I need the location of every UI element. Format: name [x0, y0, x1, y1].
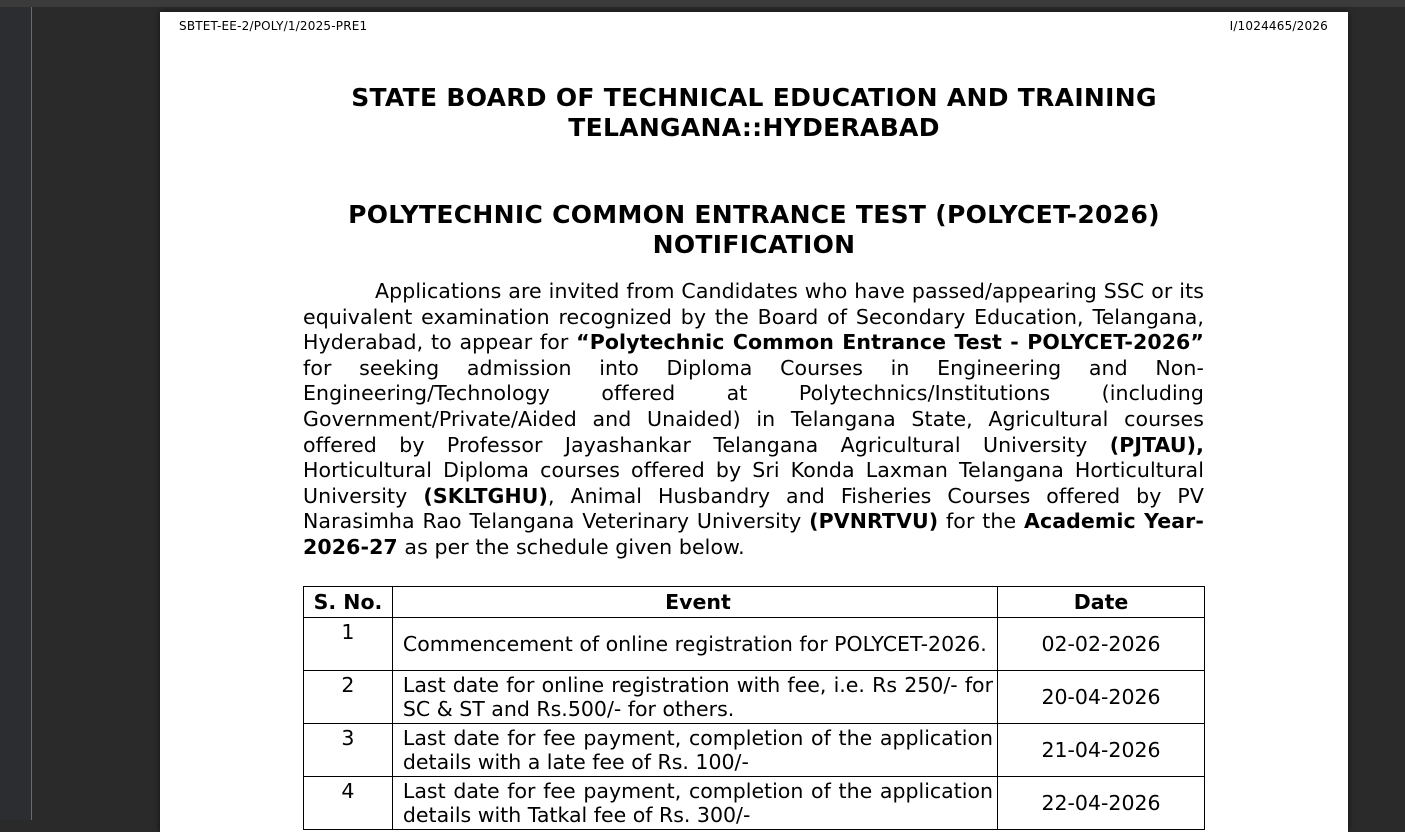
para-text: Applications are invited from Candidates who have passed/appearing SSC or its equivalent examination recognized by the Board of Secondary Education, Telangana, Hyderabad, to appear for [303, 279, 1204, 355]
cell-event: Commencement of online registration for POLYCET-2026. [392, 618, 997, 671]
schedule-table [303, 586, 1205, 830]
board-title-line1: STATE BOARD OF TECHNICAL EDUCATION AND TRAINING [351, 83, 1157, 112]
viewer-sidebar[interactable] [0, 7, 32, 820]
table-header-row [304, 587, 1205, 618]
table-row [304, 777, 1205, 830]
para-text: , Animal Husbandry and Fisheries Courses offered by PV Narasimha Rao Telangana Veterinary University [303, 483, 1205, 534]
cell-date: 02-02-2026 [998, 618, 1205, 671]
para-text: for the [938, 509, 1024, 534]
para-bold-academic-year: Academic Year-2026-27 [303, 509, 1205, 559]
cell-event: Last date for online registration with fee, i.e. Rs 250/- for SC & ST and Rs.500/- for others. [392, 671, 997, 724]
header-sno: S. No. [304, 587, 393, 618]
para-bold-test-name: “Polytechnic Common Entrance Test - POLYCET-2026” [576, 330, 1204, 355]
cell-sno: 2 [304, 671, 393, 724]
cell-sno: 3 [304, 724, 393, 777]
header-date: Date [998, 587, 1205, 618]
pdf-page [160, 12, 1348, 832]
cell-date: 20-04-2026 [998, 671, 1205, 724]
para-text: as per the schedule given below. [397, 534, 745, 559]
cell-sno: 4 [304, 777, 393, 830]
para-bold-pvnrtvu: (PVNRTVU) [809, 509, 939, 534]
table-row [304, 618, 1205, 671]
para-bold-skltghu: (SKLTGHU) [423, 483, 548, 508]
cell-event: Last date for fee payment, completion of the application details with a late fee of Rs. 100/- [392, 724, 997, 777]
notification-paragraph [303, 279, 1204, 561]
table-row [304, 671, 1205, 724]
notification-title [300, 200, 1208, 260]
cell-date: 22-04-2026 [998, 777, 1205, 830]
cell-sno: 1 [304, 618, 393, 671]
header-event: Event [392, 587, 997, 618]
reference-number-right: I/1024465/2026 [1229, 19, 1328, 33]
table-row [304, 724, 1205, 777]
para-bold-pjtau: (PJTAU), [1109, 432, 1204, 457]
cell-event: Last date for fee payment, completion of the application details with Tatkal fee of Rs. 300/- [392, 777, 997, 830]
board-title-line2: TELANGANA::HYDERABAD [568, 113, 940, 142]
cell-date: 21-04-2026 [998, 724, 1205, 777]
reference-number-left: SBTET-EE-2/POLY/1/2025-PRE1 [179, 19, 368, 33]
viewer-top-bar [0, 0, 1405, 7]
para-text: Horticultural Diploma courses offered by Sri Konda Laxman Telangana Horticultural University [303, 458, 1204, 508]
notification-title-line1: POLYTECHNIC COMMON ENTRANCE TEST (POLYCET-2026) [348, 200, 1160, 229]
board-title [300, 83, 1208, 143]
para-text: for seeking admission into Diploma Courses in Engineering and Non- Engineering/Technology offered at Polytechnics/Institutions (including Government/Private/Aided and Unaided) in Telangana State, Agricultural courses offered by Professor Jayashankar Telangana Agricultural University [303, 355, 1204, 457]
notification-title-line2: NOTIFICATION [652, 230, 856, 259]
